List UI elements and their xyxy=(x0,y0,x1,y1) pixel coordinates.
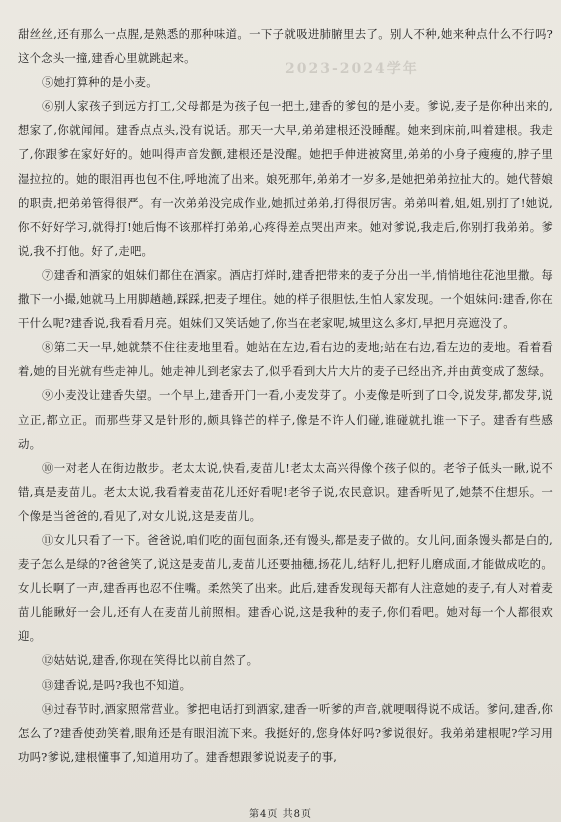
paragraph-11: ⑪女儿只看了一下。爸爸说,咱们吃的面包面条,还有馒头,都是麦子做的。女儿问,面条馒头都是白的,麦子怎么是绿的?爸爸笑了,说这是麦苗儿,麦苗儿还要抽穗,扬花儿,结籽儿,把籽儿磨成面,才能做成吃的。女儿长啊了一声,建香再也忍不住嘴。柔然笑了出来。此后,建香发现每天都有人注意她的麦子,有人对着麦苗儿能瞅好一会儿,还有人在麦苗儿前照相。建香心说,这是我种的麦子,你们看吧。她对每一个人都很欢迎。 xyxy=(18,532,553,644)
paragraph-9: ⑨小麦没让建香失望。一个早上,建香开门一看,小麦发芽了。小麦像是听到了口令,说发芽,都发芽,说立正,都立正。而那些芽又是针形的,颇具锋芒的样子,像是不许人们碰,谁碰就扎谁一下子。建香有些感动。 xyxy=(18,388,553,451)
paragraph-5: ⑤她打算种的是小麦。 xyxy=(41,75,158,90)
bleed-through-text: 2023-2024学年 xyxy=(285,61,419,77)
paragraph-0: 甜丝丝,还有那么一点腥,是熟悉的那种味道。一下子就吸进肺腑里去了。别人不种,她来种点什么不行吗?这个念头一撞,建香心里就跳起来。 xyxy=(18,27,553,66)
paragraph-6: ⑥别人家孩子到远方打工,父母都是为孩子包一把土,建香的爹包的是小麦。爹说,麦子是你种出来的,想家了,你就闻闻。建香点点头,没有说话。那天一大早,弟弟建根还没睡醒。她来到床前,叫着建根。我走了,你跟爹在家好好的。她叫得声音发颤,建根还是没醒。她把手伸进被窝里,弟弟的小身子瘦瘦的,脖子里湿拉拉的。她的眼泪再也包不住,呼地流了出来。娘死那年,弟弟才一岁多,是她把弟弟拉扯大的。她代替娘的职责,把弟弟管得很严。有一次弟弟没完成作业,她抓过弟弟,打得很厉害。弟弟叫着,姐,姐,别打了!她说,你不好好学习,就得打!她后悔不该那样打弟弟,心疼得差点哭出声来。她对爹说,我走后,你别打我弟弟。爹说,我不打他。好了,走吧。 xyxy=(18,99,553,258)
passage xyxy=(18,22,553,769)
paragraph-8: ⑧第二天一早,她就禁不住往麦地里看。她站在左边,看右边的麦地;站在右边,看左边的麦地。看着看着,她的目光就有些走神儿。她走神儿到老家去了,似乎看到大片大片的麦子已经出齐,并由黄变成了葱绿。 xyxy=(18,340,553,379)
paragraph-12: ⑫姑姑说,建香,你现在笑得比以前自然了。 xyxy=(41,653,259,668)
paragraph-13: ⑬建香说,是吗?我也不知道。 xyxy=(41,677,192,692)
paragraph-10: ⑩一对老人在街边散步。老太太说,快看,麦苗儿!老太太高兴得像个孩子似的。老爷子低头一瞅,说不错,真是麦苗儿。老太太说,我看着麦苗花儿还好看呢!老爷子说,农民意识。建香听见了,她禁不住想乐。一个像是当爸爸的,看见了,对女儿说,这是麦苗儿。 xyxy=(18,460,553,523)
paragraph-14: ⑭过春节时,酒家照常营业。爹把电话打到酒家,建香一听爹的声音,就哽咽得说不成话。爹问,建香,你怎么了?建香使劲笑着,眼角还是有眼泪流下来。我挺好的,您身体好吗?爹说很好。我弟弟建根呢?学习用功吗?爹说,建根懂事了,知道用功了。建香想跟爹说说麦子的事, xyxy=(18,701,553,764)
paragraph-7: ⑦建香和酒家的姐妹们都住在酒家。酒店打烊时,建香把带来的麦子分出一半,悄悄地往花池里撒。每撒下一小撮,她就马上用脚趟趟,踩踩,把麦子埋住。她的样子很胆怯,生怕人家发现。一个姐妹问:建香,你在干什么呢?建香说,我看看月亮。姐妹们又笑话她了,你当在老家呢,城里这么多灯,早把月亮遮没了。 xyxy=(18,267,553,331)
page-number: 第4页 共8页 xyxy=(249,809,312,820)
